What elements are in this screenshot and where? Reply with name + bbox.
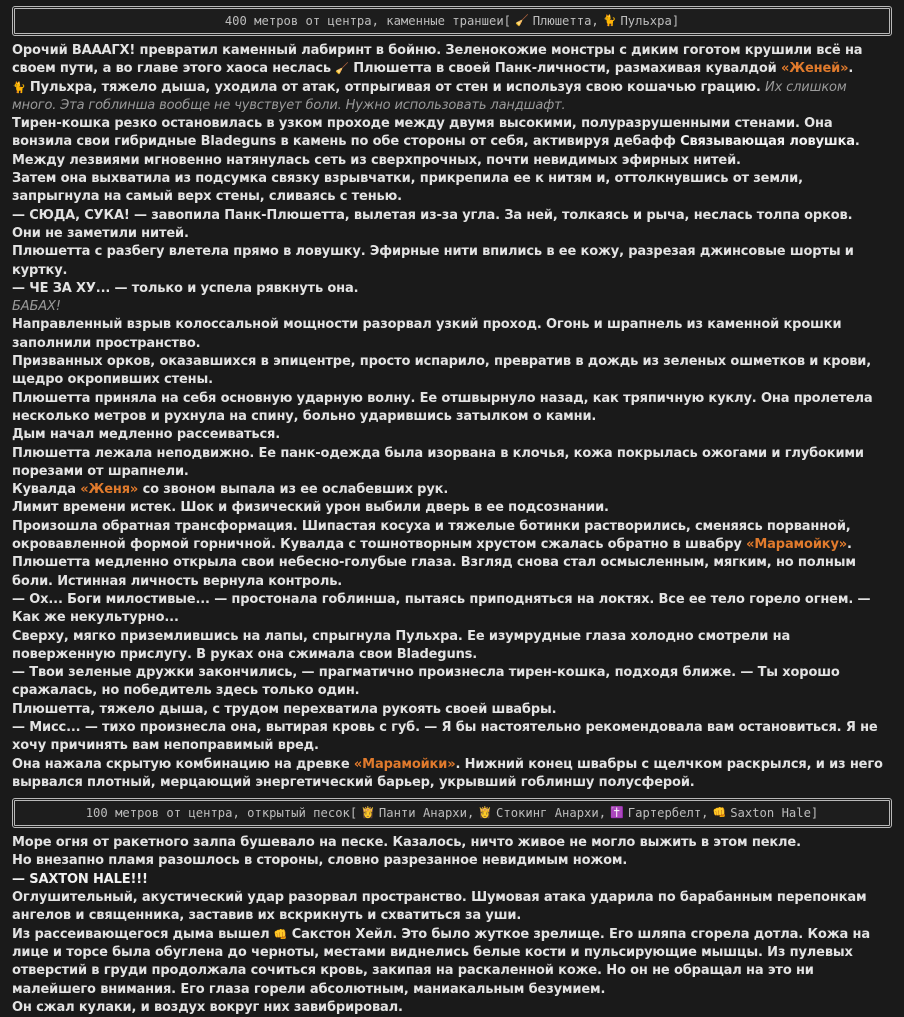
paragraph [12,756,892,793]
paragraph [12,481,892,499]
highlight-weapon: «Марамойку» [746,537,848,553]
highlight-weapon: «Женей» [781,61,849,77]
paragraph: — СЮДА, СУКА! — завопила Панк-Плюшетта, вылетая из-за угла. За ней, толкаясь и рыча, неслась толпа орков. [12,207,853,223]
paragraph: Лимит времени истек. Шок и физический урон выбили дверь в ее подсознании. [12,500,609,516]
text: со звоном выпала из ее ослабевших рук. [138,482,449,498]
text: . Между лезвиями мгновенно натянулась сеть из сверхпрочных, почти невидимых эфирных нитей. [12,134,860,168]
inner-thought: Их слишком много. Эта гоблинша вообще не чувствует боли. Нужно использовать ландшафт. [12,79,847,113]
text: Тирен-кошка резко остановилась в узком проходе между двумя высокими, полуразрушенными стенами. Она вонзила свои гибридные Bladeguns в камень по обе стороны от себя, активируя дебафф [12,116,833,150]
text: . Нижний конец швабры с щелчком раскрылся, и из него вырвался плотный, мерцающий энергетический барьер, укрывший гоблиншу полусферой. [12,756,883,790]
princess-icon: 👸 [361,806,375,820]
text: . [848,61,854,77]
paragraph: — ЧЕ ЗА ХУ... — только и успела рявкнуть она. [12,280,359,296]
paragraph: Дым начал медленно рассеиваться. [12,427,281,443]
cat-icon: 🐈 [602,13,617,27]
broom-icon: 🧹 [335,62,349,76]
highlight-weapon: «Марамойки» [353,756,456,772]
paragraph: — Ох... Боги милостивые... — простонала гоблинша, пытаясь приподняться на локтях. Все ее тело горело огнем. — Как же некультурно... [12,591,871,626]
text: Сакстон Хейл. Это было жуткое зрелище. Его шляпа сгорела дотла. Кожа на лице и торсе была обуглена до черноты, местами виднелись белые кости и пульсирующие мышцы. Из пулевых отверстий в груди продолжала сочиться кровь, закипая на раскаленной коже. Но он не обращал на это ни малейшего внимания. Его глаза горели абсолютным, маниакальным безумием. [12,926,870,997]
paragraph [12,79,892,116]
location-title: 400 метров от центра, каменные траншеи[ [224,13,511,28]
location-header-2 [12,798,892,828]
paragraph: Плюшетта медленно открыла свои небесно-голубые глаза. Взгляд снова стал осмысленным, мягким, но полным боли. Истинная личность вернула контроль. [12,555,856,589]
paragraph [12,518,892,555]
paragraph [12,115,892,170]
paragraph: Они не заметили нитей. [12,225,189,241]
location-bracket: ] [810,806,819,821]
paragraph: Плюшетта лежала неподвижно. Ее панк-одежда была изорвана в клочья, кожа покрылась ожогами и глубокими порезами от шрапнели. [12,445,864,479]
debuff-name: Связывающая ловушка [680,134,855,150]
paragraph [12,926,892,999]
character-name: Плюшетта, [532,13,599,28]
text: Она нажала скрытую комбинацию на древке [12,756,354,772]
shout-text: — SAXTON HALE!!! [12,871,148,887]
paragraph: Море огня от ракетного залпа бушевало на песке. Казалось, ничто живое не могло выжить в этом пекле. [12,835,801,851]
broom-icon: 🧹 [515,13,529,27]
paragraph: Оглушительный, акустический удар разорвал пространство. Шумовая атака ударила по барабанным перепонкам ангелов и священника, заставив их вскрикнуть и схватиться за уши. [12,890,867,924]
text: Из рассеивающегося дыма вышел [12,926,274,942]
fist-icon: 👊 [273,927,288,941]
location-title: 100 метров от центра, открытый песок[ [85,806,358,821]
paragraph: Сверху, мягко приземлившись на лапы, спрыгнула Пульхра. Ее изумрудные глаза холодно смотрели на поверженную прислугу. В руках она сжимала свои Bladeguns. [12,628,791,662]
text: Произошла обратная трансформация. Шипастая косуха и тяжелые ботинки растворились, сменяясь порванной, окровавленной формой горничной. Кувалда с тошнотворным хрустом сжалась обратно в швабру [12,518,851,553]
text: Плюшетта в своей Панк-личности, размахивая кувалдой [348,61,781,77]
character-name: Saxton Hale [730,806,811,821]
cross-icon: ✝️ [610,806,624,820]
paragraph: Призванных орков, оказавшихся в эпицентре, просто испарило, превратив в дождь из зеленых ошметков и крови, щедро окропивших стены. [12,354,872,388]
paragraph: — Твои зеленые дружки закончились, — прагматично произнесла тирен-кошка, подходя ближе. — Ты хорошо сражалась, но победитель здесь только один. [12,665,840,699]
paragraph: Но внезапно пламя разошлось в стороны, словно разрезанное невидимым ножом. [12,853,628,869]
text: Пульхра, тяжело дыша, уходила от атак, отпрыгивая от стен и используя свою кошачью грацию. [25,79,766,95]
paragraph: Плюшетта с разбегу влетела прямо в ловушку. Эфирные нити впились в ее кожу, разрезая джинсовые шорты и куртку. [12,244,854,278]
character-name: Пульхра [620,13,672,28]
fist-icon: 👊 [712,806,727,820]
paragraph: Он сжал кулаки, и воздух вокруг них завибрировал. [12,999,403,1015]
paragraph: — Мисс... — тихо произнесла она, вытирая кровь с губ. — Я бы настоятельно рекомендовала вам остановиться. Я не хочу причинять вам непоправимый вред. [12,719,878,754]
paragraph: Плюшетта приняла на себя основную ударную волну. Ее отшвырнуло назад, как тряпичную куклу. Она пролетела несколько метров и рухнула на спину, больно ударившись затылком о камни. [12,390,873,424]
text: Орочий ВАААГХ! превратил каменный лабиринт в бойню. Зеленокожие монстры с диким гоготом крушили всё на своем пути, а во главе этого хаоса неслась [12,43,863,77]
location-bracket: ] [671,13,680,28]
text: . [847,537,852,553]
highlight-weapon: «Женя» [80,482,139,498]
character-name: Панти Анархи, [378,806,475,821]
location-header-1 [12,6,892,36]
character-name: Стокинг Анархи, [496,806,607,821]
paragraph: Направленный взрыв колоссальной мощности разорвал узкий проход. Огонь и шрапнель из каменной крошки заполнили пространство. [12,317,842,351]
paragraph: Плюшетта, тяжело дыша, с трудом перехватила рукоять своей швабры. [12,701,557,717]
character-name: Гартербелт, [627,806,709,821]
paragraph: Затем она выхватила из подсумка связку взрывчатки, прикрепила ее к нитям и, оттолкнувшись от земли, запрыгнула на самый верх стены, сливаясь с тенью. [12,171,803,205]
shout [12,871,892,889]
paragraph [12,42,892,79]
sound-effect: БАБАХ! [12,299,61,315]
text: Кувалда [12,482,81,498]
princess-icon: 👸 [478,806,493,820]
cat-icon: 🐈 [12,80,26,94]
